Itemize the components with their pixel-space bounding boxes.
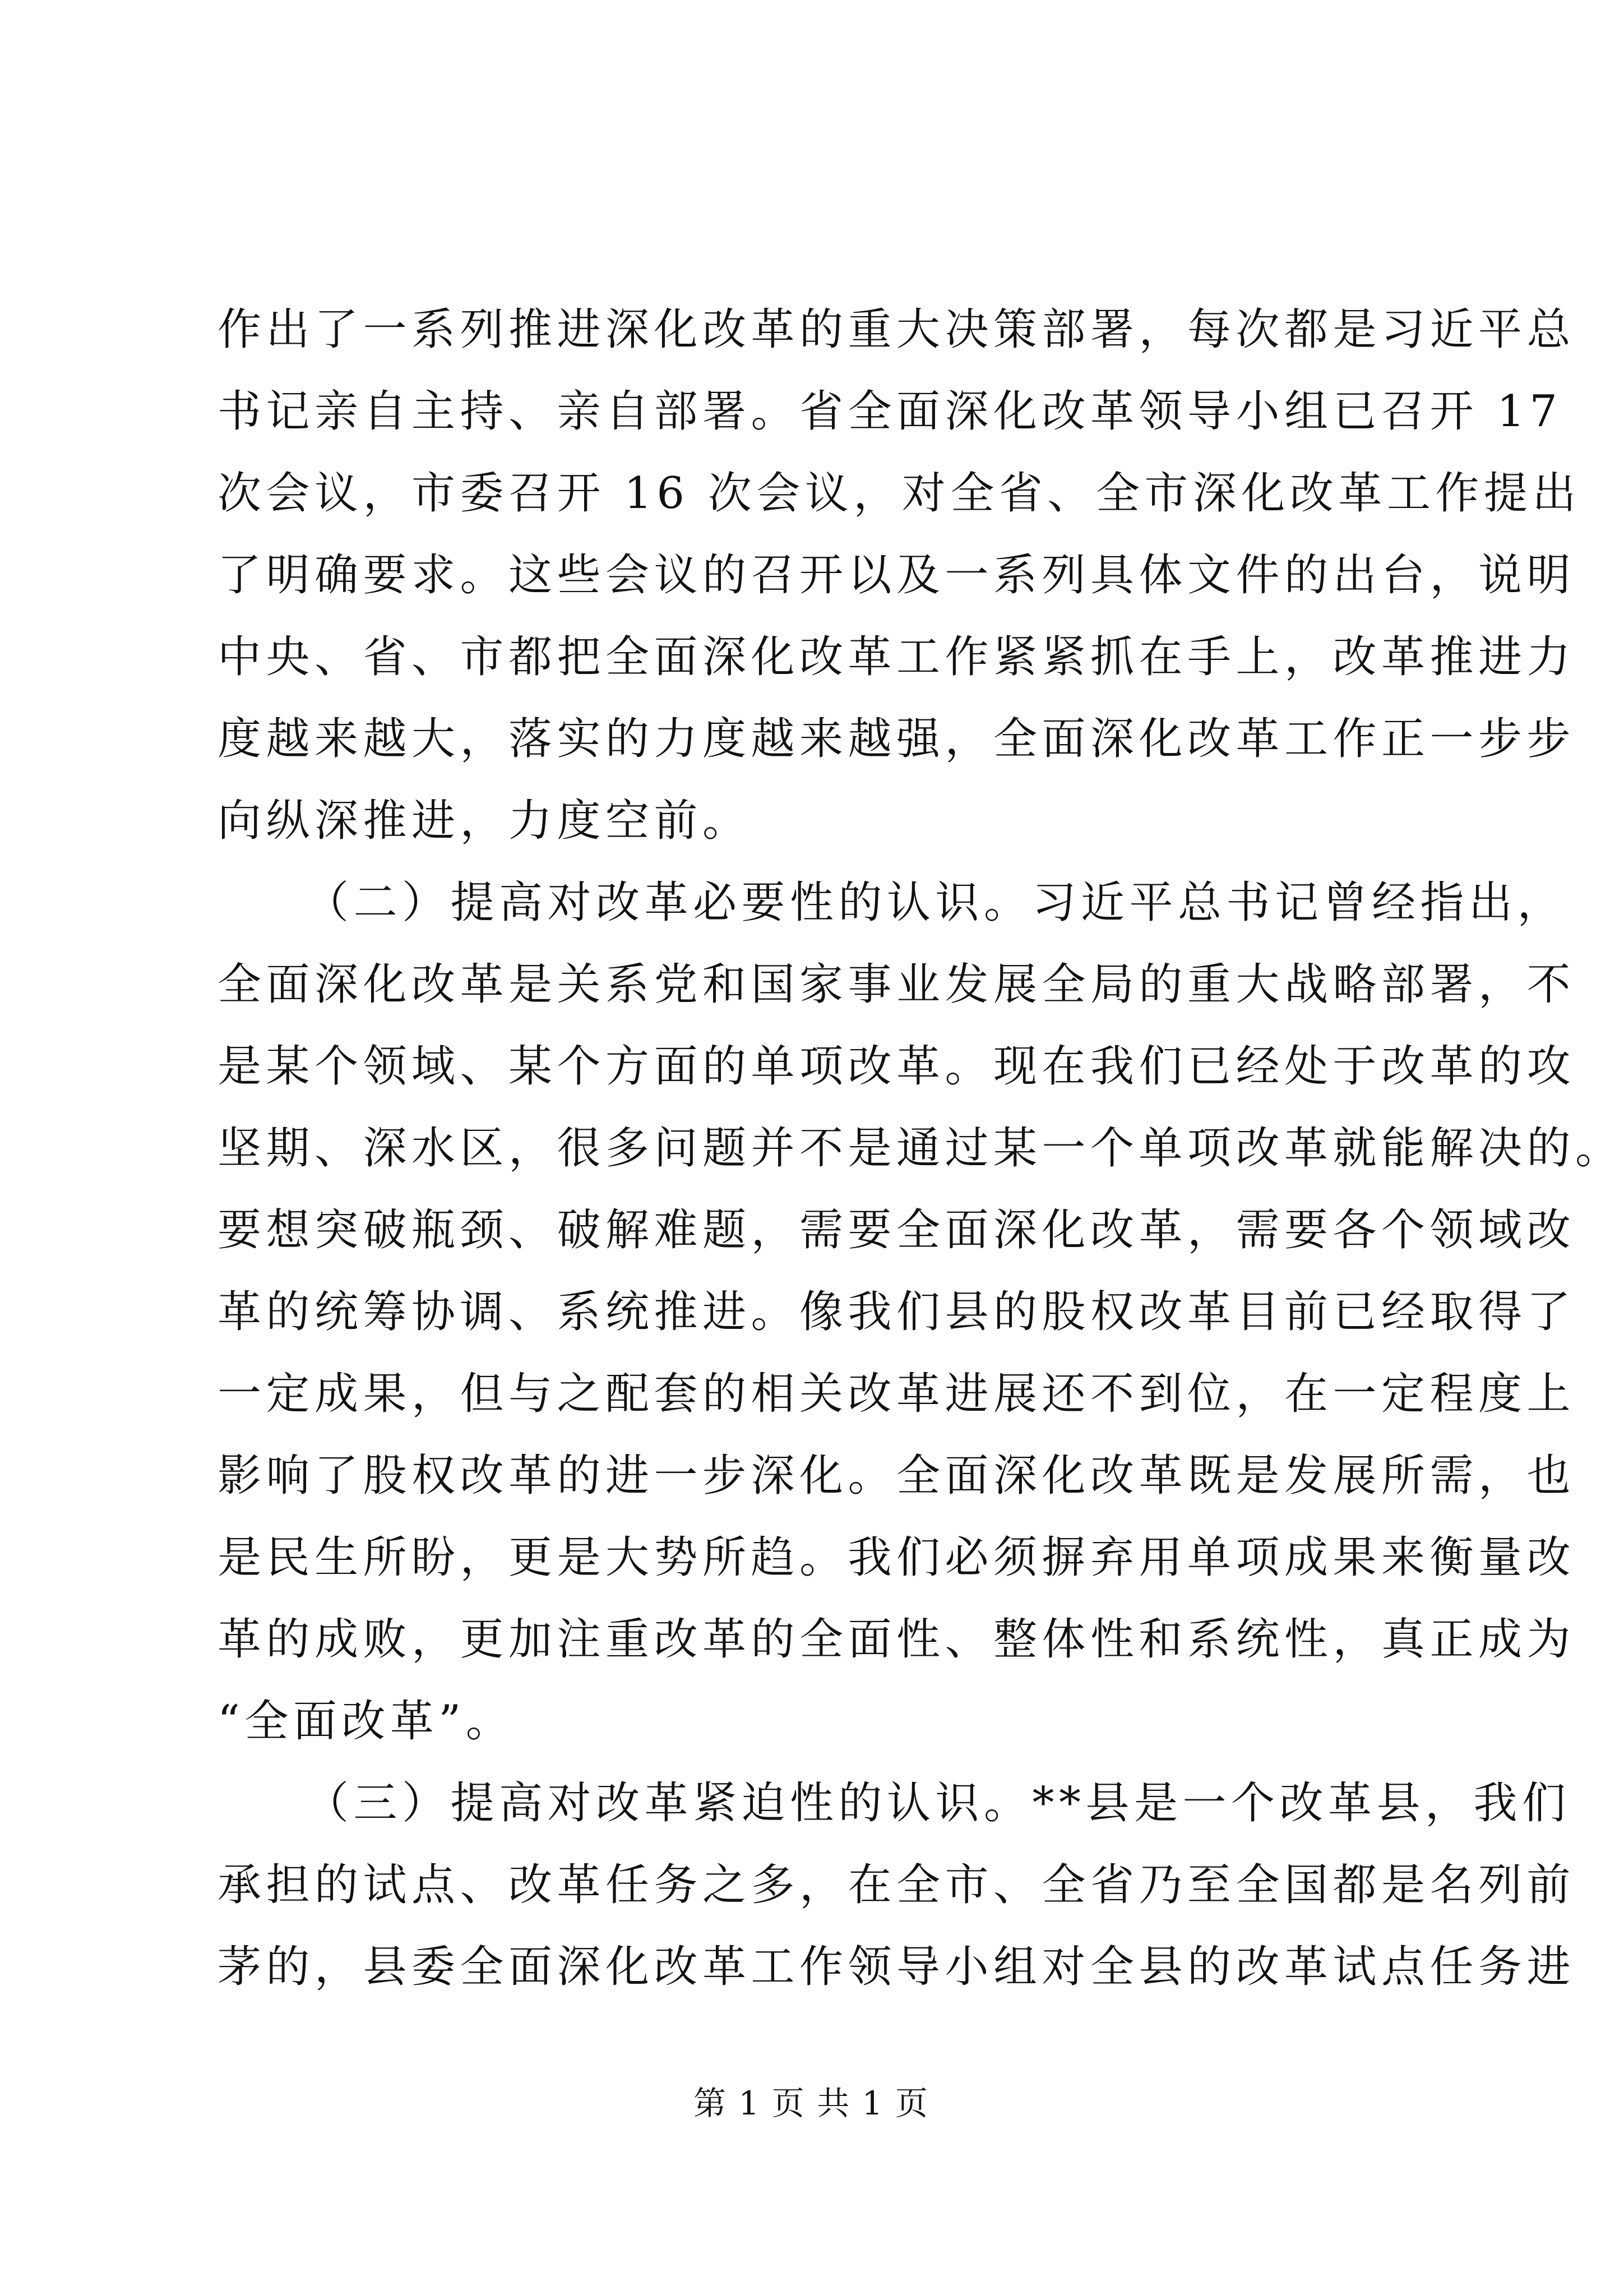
- text-line: 是某个领域、某个方面的单项改革。现在我们已经处于改革的攻: [218, 1041, 1576, 1092]
- section-heading-line: （三）提高对改革紧迫性的认识。**县是一个改革县，我们: [305, 1778, 1571, 1828]
- text-line: 坚期、深水区，很多问题并不是通过某一个单项改革就能解决的。: [218, 1123, 1624, 1174]
- text-line: 革的成败，更加注重改革的全面性、整体性和系统性，真正成为: [218, 1614, 1576, 1665]
- text-line: 向纵深推进，力度空前。: [218, 796, 751, 846]
- text-line: 中央、省、市都把全面深化改革工作紧紧抓在手上，改革推进力: [218, 632, 1576, 682]
- text-line: 承担的试点、改革任务之多，在全市、全省乃至全国都是名列前: [218, 1860, 1576, 1910]
- text-line: 作出了一系列推进深化改革的重大决策部署，每次都是习近平总: [218, 304, 1576, 355]
- document-body: [218, 289, 1624, 2008]
- text-line: 次会议，市委召开 16 次会议，对全省、全市深化改革工作提出: [218, 468, 1581, 519]
- text-line: 革的统筹协调、系统推进。像我们县的股权改革目前已经取得了: [218, 1287, 1576, 1337]
- text-line: 一定成果，但与之配套的相关改革进展还不到位，在一定程度上: [218, 1369, 1576, 1419]
- text-line: 茅的，县委全面深化改革工作领导小组对全县的改革试点任务进: [218, 1942, 1576, 1992]
- text-line: 要想突破瓶颈、破解难题，需要全面深化改革，需要各个领域改: [218, 1205, 1576, 1255]
- text-line: 影响了股权改革的进一步深化。全面深化改革既是发展所需，也: [218, 1451, 1576, 1501]
- text-line: “全面改革”。: [218, 1696, 515, 1747]
- text-line: 全面深化改革是关系党和国家事业发展全局的重大战略部署，不: [218, 959, 1576, 1010]
- text-line: 是民生所盼，更是大势所趋。我们必须摒弃用单项成果来衡量改: [218, 1532, 1576, 1583]
- text-line: 了明确要求。这些会议的召开以及一系列具体文件的出台，说明: [218, 550, 1576, 601]
- text-line: 度越来越大，落实的力度越来越强，全面深化改革工作正一步步: [218, 714, 1576, 764]
- section-heading-line: （二）提高对改革必要性的认识。习近平总书记曾经指出，: [305, 878, 1566, 928]
- text-line: 书记亲自主持、亲自部署。省全面深化改革领导小组已召开 17: [218, 386, 1562, 437]
- page-number-footer: 第 1 页 共 1 页: [693, 2084, 929, 2122]
